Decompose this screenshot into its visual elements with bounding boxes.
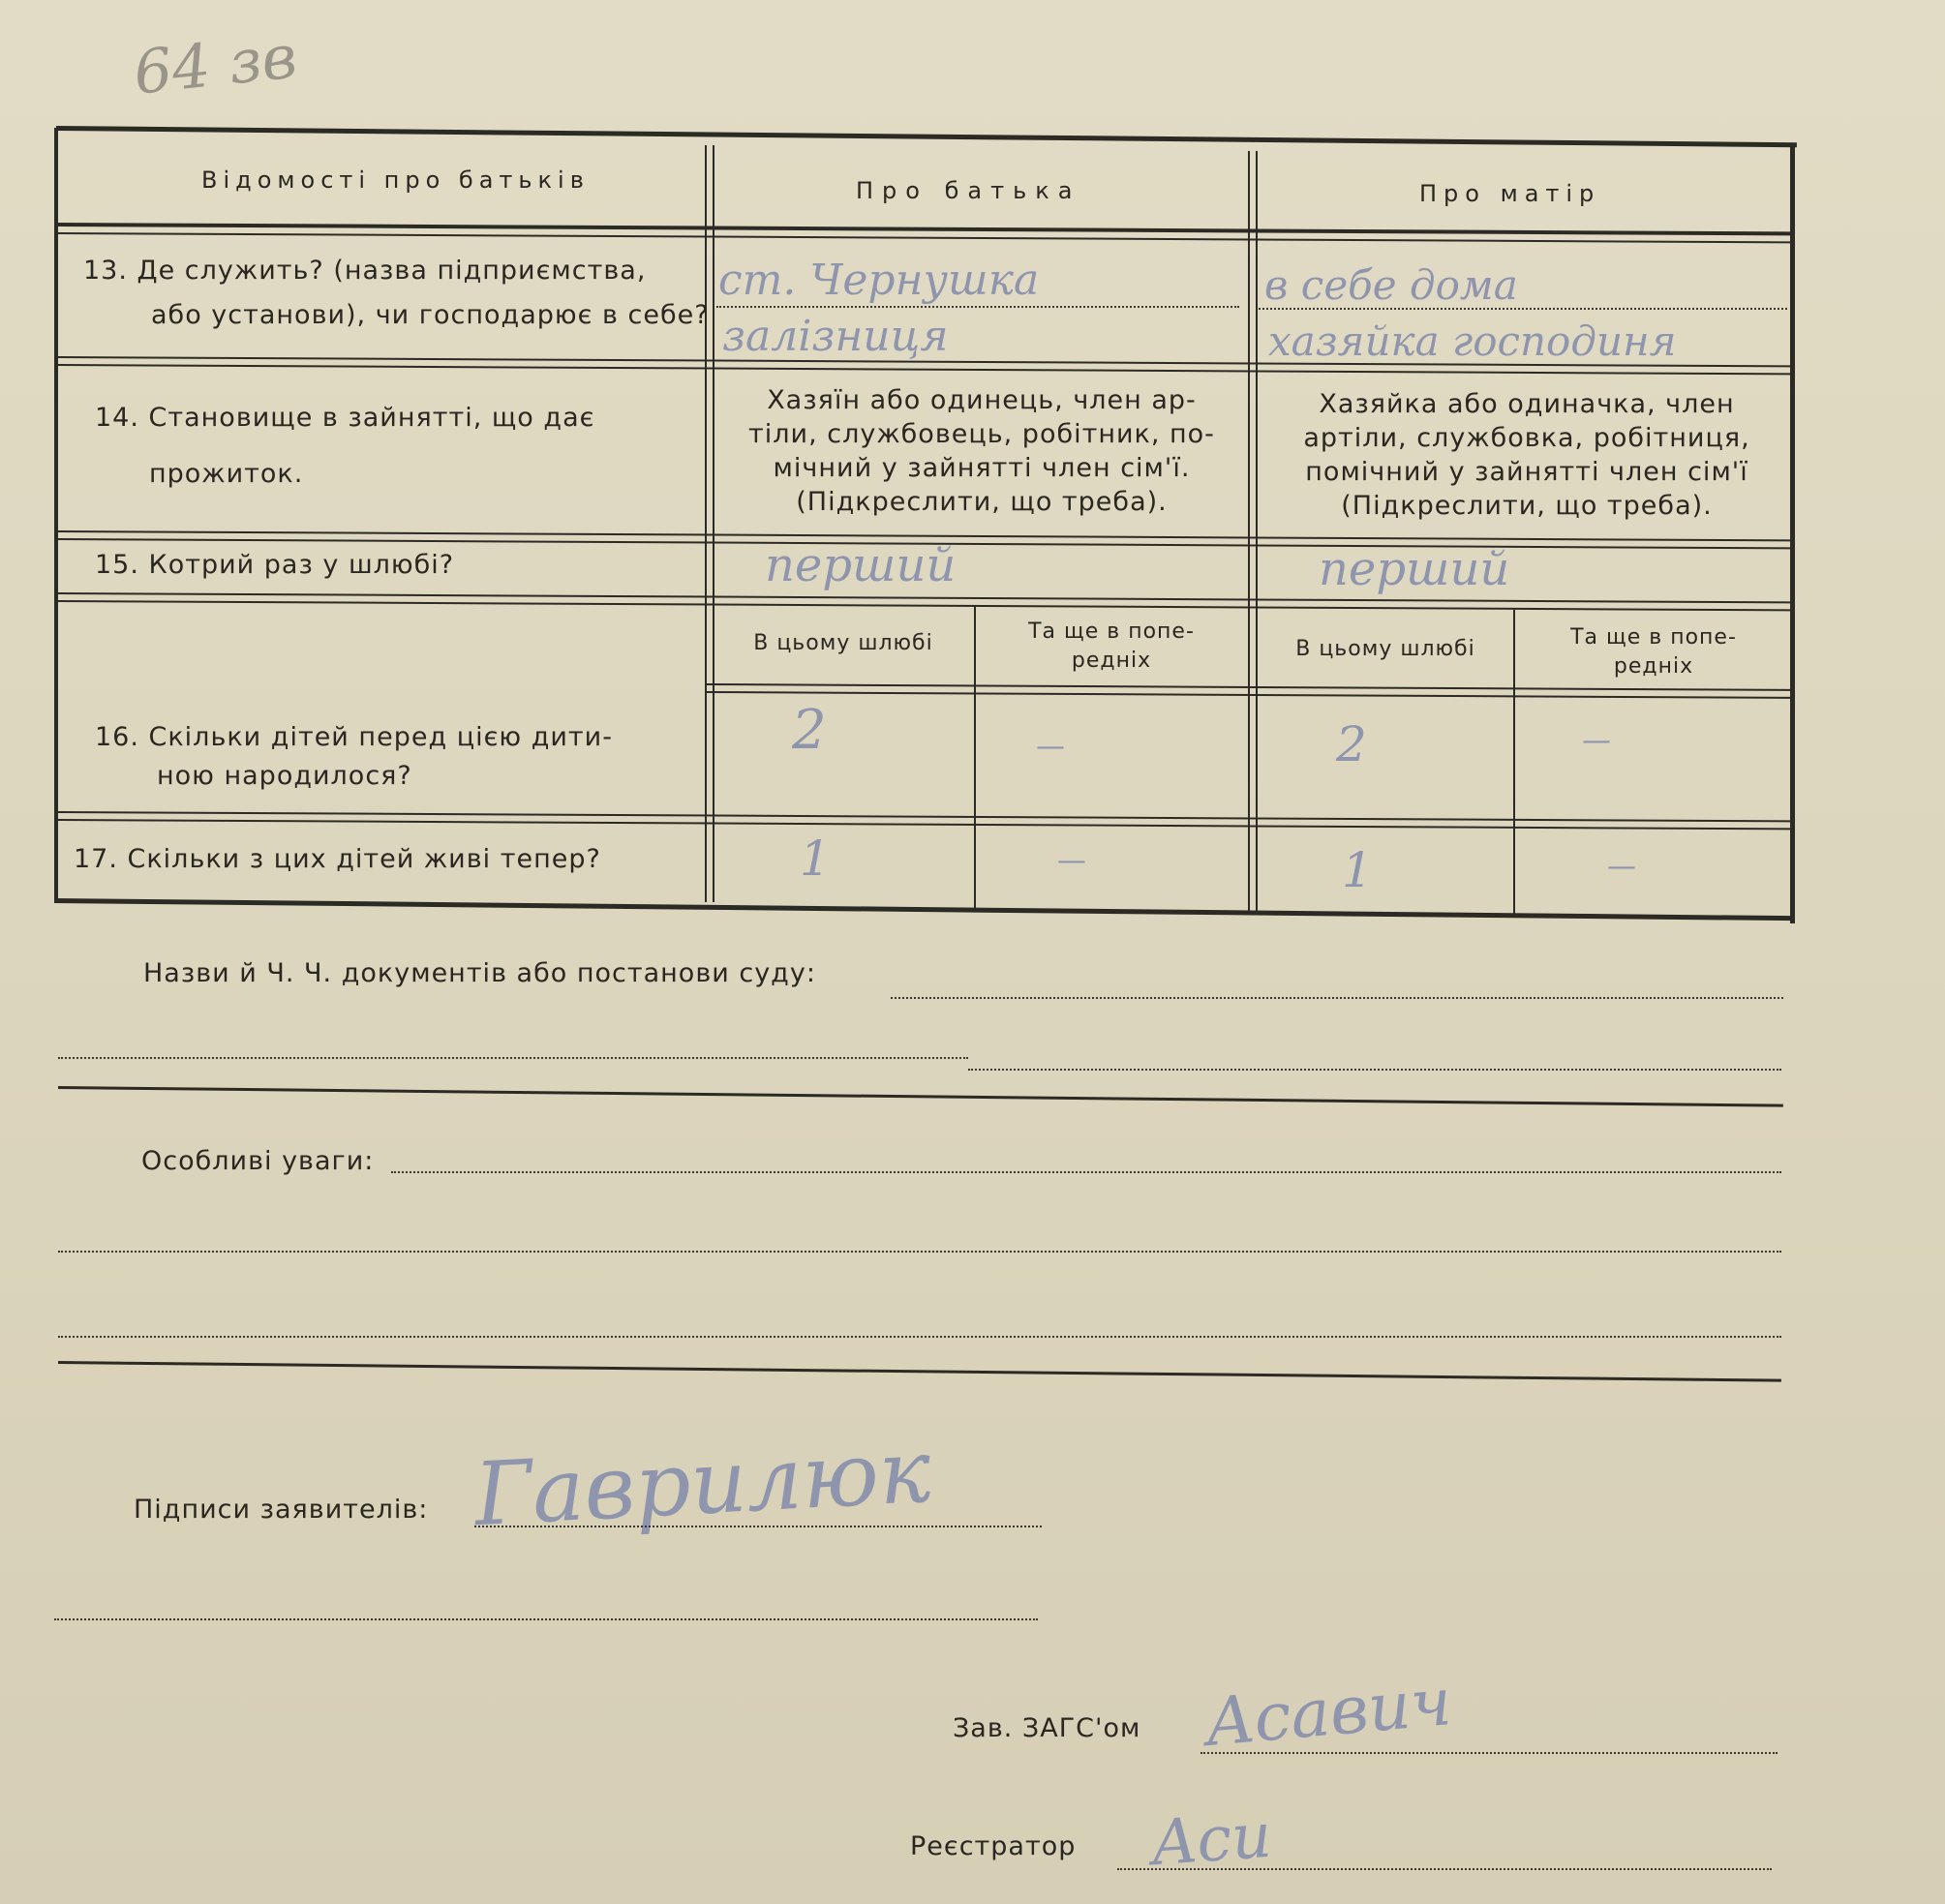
remarks-line-3: [58, 1336, 1781, 1338]
q13-mother-2: хазяйка господиня: [1268, 317, 1677, 365]
q14-father-opt-2: тіли, службовець, робітник, по-: [748, 419, 1215, 449]
q14-father-options: [720, 383, 1243, 519]
head-signature: Acaвич: [1203, 1664, 1455, 1762]
q16-father-prev: —: [1036, 730, 1065, 764]
documents-rule: [58, 1086, 1783, 1107]
col-divider-1b: [713, 145, 714, 902]
q17-father-prev: —: [1057, 844, 1086, 878]
remarks-line-1: [391, 1171, 1781, 1173]
table-border-right: [1790, 145, 1795, 923]
header-col3: Про матір: [1419, 180, 1601, 207]
subhdr-father-this: В цьому шлюбі: [753, 631, 933, 655]
q17-label: 17. Скільки з цих дітей живі тепер?: [74, 844, 601, 874]
q14-mother-opt-3: помічний у зайнятті член сім'ї: [1305, 457, 1748, 487]
q16-label-2: ною народилося?: [157, 761, 412, 791]
registrar-signature: Acu: [1149, 1799, 1274, 1881]
applicant-signature: Гаврилюк: [471, 1420, 933, 1547]
col-divider-1a: [705, 145, 707, 902]
subhdr-father-prev-1: Та ще в попе-: [1028, 620, 1195, 644]
registrar-line: [1117, 1868, 1772, 1870]
q14-label-1: 14. Становище в зайнятті, що дає: [95, 403, 595, 433]
subhdr-father-prev: [978, 618, 1245, 676]
q15-mother: перший: [1319, 542, 1510, 596]
col-divider-2a: [1248, 151, 1250, 912]
q16-mother-this: 2: [1336, 716, 1367, 772]
q16-mother-prev: —: [1582, 724, 1611, 758]
corner-note: 64 зв: [130, 20, 300, 108]
q13-father-1: ст. Чернушка: [718, 256, 1040, 305]
documents-line-1: [891, 997, 1783, 999]
q14-father-opt-4: (Підкреслити, що треба).: [796, 487, 1168, 517]
q14-father-opt-1: Хазяїн або одинець, член ар-: [767, 385, 1197, 415]
q16-father-this: 2: [792, 699, 827, 762]
registrar-label: Реєстратор: [910, 1831, 1077, 1861]
q14-father-opt-3: мічний у зайнятті член сім'ї.: [773, 453, 1191, 483]
subcol-divider-mother: [1513, 610, 1515, 916]
remarks-label: Особливі уваги:: [141, 1146, 375, 1176]
subhdr-mother-this: В цьому шлюбі: [1295, 637, 1475, 661]
q13-label-2: або установи), чи господарює в себе?: [151, 300, 710, 330]
documents-label: Назви й Ч. Ч. документів або постанови суду:: [143, 958, 816, 988]
documents-line-2b: [968, 1069, 1781, 1071]
q17-mother-this: 1: [1342, 842, 1373, 898]
header-col1: Відомості про батьків: [201, 166, 590, 194]
q13-label-1: 13. Де служить? (назва підприємства,: [83, 256, 647, 286]
q15-label: 15. Котрий раз у шлюбі?: [95, 550, 455, 580]
q13-father-dots: [716, 306, 1239, 308]
remarks-line-2: [58, 1251, 1781, 1253]
q17-mother-prev: —: [1607, 850, 1636, 884]
subhdr-mother-prev-1: Та ще в попе-: [1570, 625, 1737, 650]
q17-father-this: 1: [800, 831, 831, 887]
q16-label-1: 16. Скільки дітей перед цією дити-: [95, 722, 613, 752]
q14-label-2: прожиток.: [149, 459, 304, 489]
applicant-line: [474, 1526, 1042, 1527]
q14-mother-opt-4: (Підкреслити, що треба).: [1341, 491, 1713, 521]
head-line: [1200, 1752, 1778, 1754]
documents-line-2: [58, 1057, 968, 1059]
header-col2: Про батька: [856, 177, 1081, 204]
applicant-line-2: [54, 1618, 1038, 1620]
subhdr-mother-prev-2: редніх: [1613, 654, 1694, 679]
subhdr-mother-prev: [1516, 623, 1791, 681]
head-label: Зав. ЗАГС'ом: [953, 1713, 1141, 1743]
table-border-bottom: [54, 898, 1793, 921]
q14-mother-opt-2: артіли, службовка, робітниця,: [1303, 423, 1750, 453]
q13-father-2: залізниця: [722, 312, 949, 361]
remarks-rule: [58, 1361, 1781, 1382]
subhdr-father-prev-2: редніх: [1071, 649, 1152, 673]
signatures-label: Підписи заявителів:: [134, 1495, 429, 1525]
col-divider-2b: [1256, 151, 1258, 912]
subcol-divider-father: [974, 606, 976, 908]
q14-mother-options: [1262, 387, 1791, 523]
table-border-left: [54, 128, 58, 902]
table-border-top: [56, 126, 1797, 147]
q13-mother-1: в себе дома: [1264, 261, 1518, 309]
q14-mother-opt-1: Хазяйка або одиначка, член: [1319, 389, 1735, 419]
q15-father: перший: [765, 538, 957, 592]
